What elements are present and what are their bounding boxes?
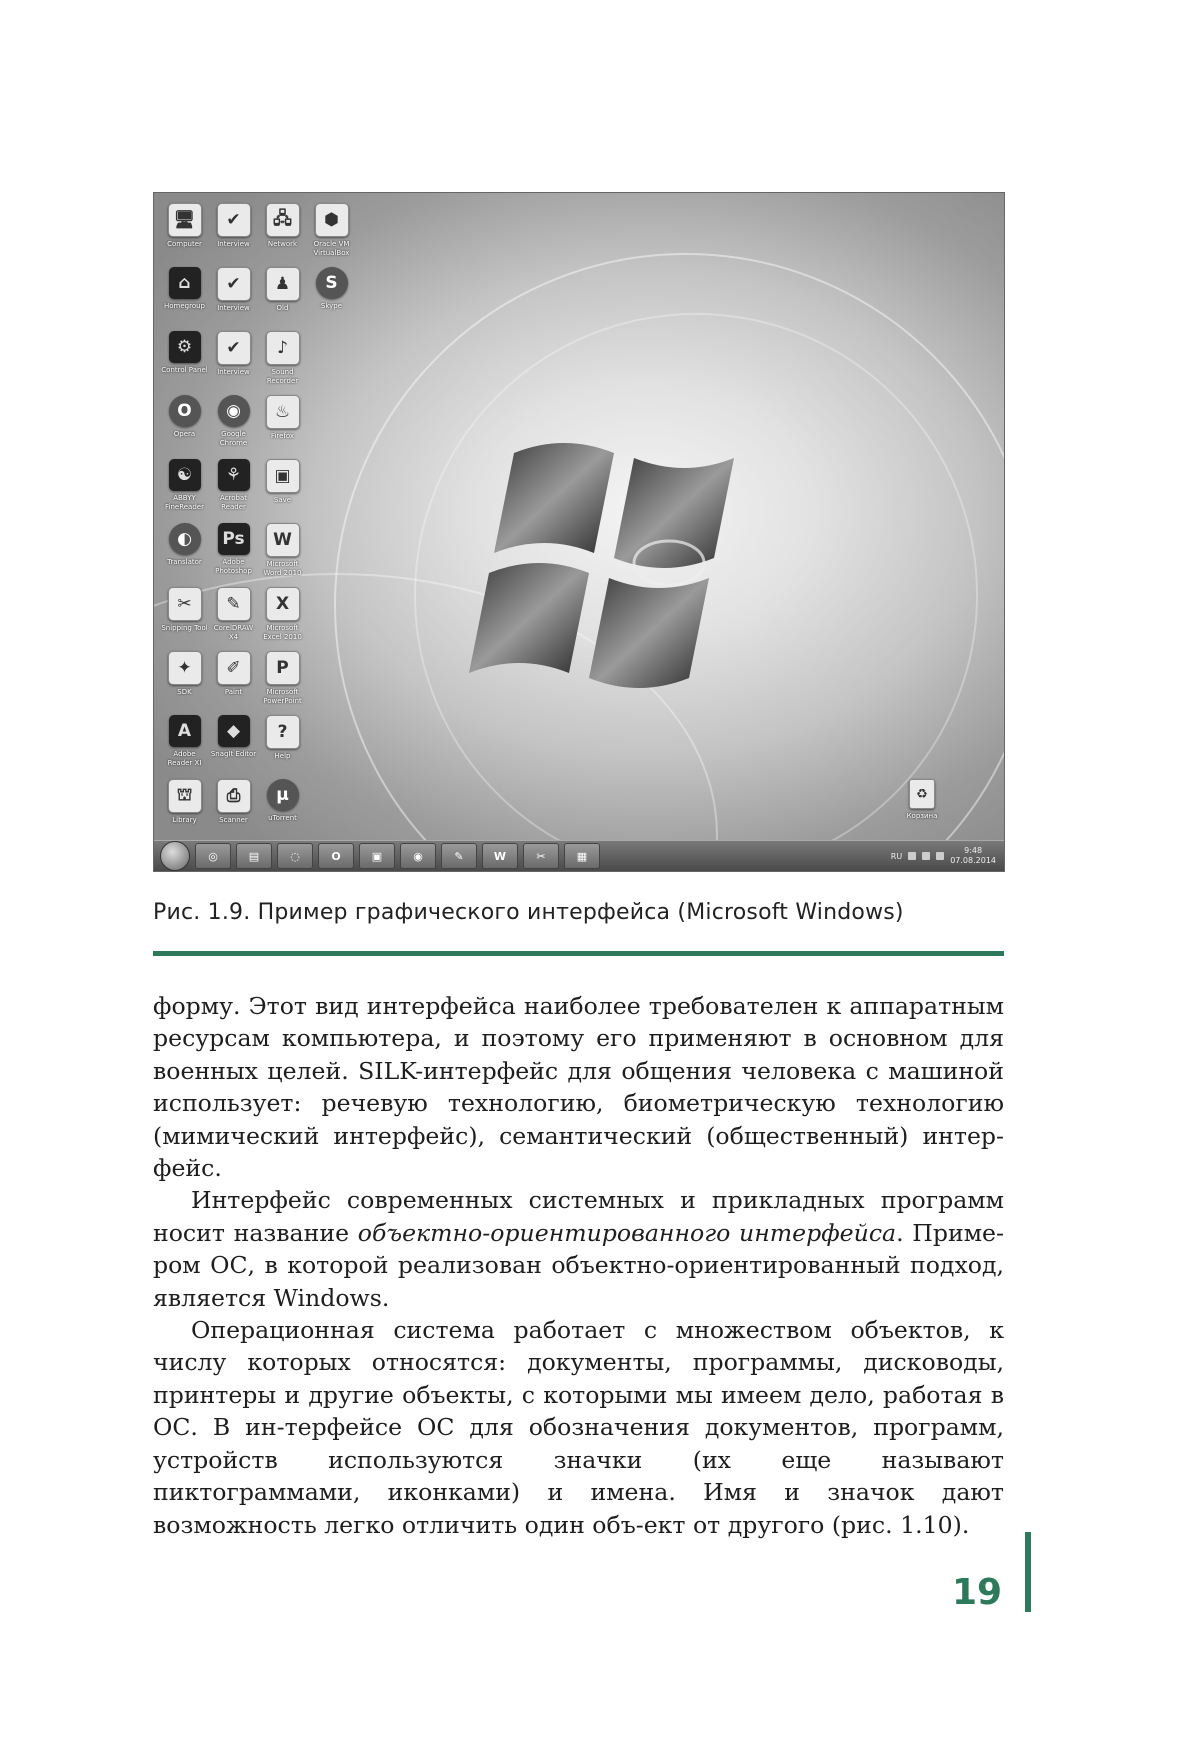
windows-logo xyxy=(454,433,794,753)
desktop-icon-label: Translator xyxy=(167,558,202,566)
desktop-icon-glyph-icon: ⌂ xyxy=(169,267,201,299)
desktop-icon[interactable] xyxy=(258,775,307,839)
desktop-icon-label: SDK xyxy=(177,688,192,696)
desktop-icon[interactable] xyxy=(307,199,356,263)
desktop-icon-grid xyxy=(160,199,356,839)
desktop-icon-glyph-icon: ☯ xyxy=(169,459,201,491)
taskbar-app-button[interactable]: ▤ xyxy=(236,843,272,869)
desktop-icon[interactable] xyxy=(209,775,258,839)
caption-rule xyxy=(153,951,1004,956)
paragraph-2-end: . Приме-ром ОС, в которой реализован объектно-ориентированный подход, является Windows. xyxy=(153,1218,1004,1312)
desktop-icon[interactable] xyxy=(160,263,209,327)
taskbar-app-button[interactable]: ▦ xyxy=(564,843,600,869)
system-tray xyxy=(891,846,996,866)
desktop-icon[interactable] xyxy=(160,647,209,711)
desktop-icon-label: Microsoft Word 2010 xyxy=(263,560,302,577)
desktop-icon-glyph-icon: µ xyxy=(267,779,299,811)
paragraph-2-emphasis: объектно-ориентированного интерфейса xyxy=(357,1218,897,1247)
desktop-icon-label: Library xyxy=(172,816,197,824)
desktop-icon-glyph-icon: ✦ xyxy=(168,651,202,685)
desktop-icon[interactable] xyxy=(160,711,209,775)
desktop-icon[interactable] xyxy=(307,263,356,327)
desktop-icon[interactable] xyxy=(160,583,209,647)
clock-date: 07.08.2014 xyxy=(950,856,996,865)
desktop-icon-glyph-icon: ♪ xyxy=(266,331,300,365)
desktop-icon[interactable] xyxy=(209,519,258,583)
desktop-icon-glyph-icon: ▣ xyxy=(266,459,300,493)
desktop-icon-label: Old xyxy=(276,304,289,312)
clock-time: 9:48 xyxy=(964,846,983,855)
desktop-icon xyxy=(307,583,356,647)
desktop-icon-glyph-icon: ? xyxy=(266,715,300,749)
desktop-icon-label: Google Chrome xyxy=(219,430,248,447)
desktop-icon-glyph-icon: ✐ xyxy=(217,651,251,685)
desktop-icon-glyph-icon: ⛫ xyxy=(168,779,202,813)
desktop-icon-label: Network xyxy=(267,240,298,248)
desktop-icon-label: Oracle VM VirtualBox xyxy=(313,240,350,257)
desktop-icon-label: Sound Recorder xyxy=(266,368,299,385)
desktop-icon-glyph-icon: ⬢ xyxy=(315,203,349,237)
desktop-icon-label: Interview xyxy=(217,240,250,248)
desktop-icon[interactable] xyxy=(160,519,209,583)
desktop-icon[interactable] xyxy=(209,455,258,519)
desktop-icon[interactable] xyxy=(258,263,307,327)
paragraph-3: Операционная система работает с множеством объектов, к числу которых относятся: документы, программы, дисководы, принтеры и другие объекты, с которыми мы имеем дело, работая в ОС. В ин-терфейсе ОС для обозначения документов, программ, устройств используются значки (их еще называют пиктограммами, иконками) и имена. Имя и значок дают возможность легко отличить один объ-ект от другого (рис. 1.10). xyxy=(153,1316,1004,1539)
desktop-icon-glyph-icon: X xyxy=(266,587,300,621)
desktop-icon[interactable] xyxy=(160,199,209,263)
taskbar-apps xyxy=(190,843,600,869)
desktop-icon-label: Snipping Tool xyxy=(161,624,208,632)
desktop-icon[interactable] xyxy=(209,327,258,391)
desktop-icon xyxy=(307,775,356,839)
desktop-icon-label: Paint xyxy=(224,688,243,696)
recycle-bin-icon: ♻ xyxy=(909,779,935,809)
desktop-icon-glyph-icon: ⚙ xyxy=(169,331,201,363)
desktop-icon-glyph-icon: ◉ xyxy=(218,395,250,427)
desktop-icon-glyph-icon: ✂ xyxy=(168,587,202,621)
clock[interactable] xyxy=(950,846,996,866)
taskbar-app-button[interactable]: ◌ xyxy=(277,843,313,869)
desktop-icon-label: Scanner xyxy=(219,816,248,824)
desktop-icon[interactable] xyxy=(258,647,307,711)
desktop-icon[interactable] xyxy=(258,455,307,519)
desktop-icon[interactable] xyxy=(209,647,258,711)
desktop-icon-label: Firefox xyxy=(270,432,295,440)
desktop-icon-label: Opera xyxy=(173,430,196,438)
desktop-icon-label: Homegroup xyxy=(163,302,205,310)
desktop-icon xyxy=(307,327,356,391)
body-text xyxy=(153,990,1004,1541)
desktop-icon[interactable] xyxy=(160,775,209,839)
taskbar-app-button[interactable]: ✎ xyxy=(441,843,477,869)
desktop-icon[interactable] xyxy=(209,391,258,455)
paragraph-1: форму. Этот вид интерфейса наиболее требователен к аппаратным ресурсам компьютера, и поэтому его применяют в основном для военных целей. SILK-интерфейс для общения человека с машиной использует: речевую технологию, биометрическую технологию (мимический интерфейс), семантический (общественный) интер-фейс. xyxy=(153,992,1004,1183)
desktop-icon xyxy=(307,647,356,711)
desktop-icon[interactable] xyxy=(258,391,307,455)
desktop-icon-label: Interview xyxy=(217,304,250,312)
tray-network-icon[interactable] xyxy=(922,852,930,860)
desktop-icon-glyph-icon: ✔ xyxy=(217,203,251,237)
desktop-icon-glyph-icon: Ps xyxy=(218,523,250,555)
taskbar-app-button[interactable]: W xyxy=(482,843,518,869)
desktop-icon-label: uTorrent xyxy=(268,814,297,822)
desktop-icon-label: Save xyxy=(273,496,292,504)
desktop-icon[interactable] xyxy=(209,583,258,647)
desktop-icon-glyph-icon: P xyxy=(266,651,300,685)
desktop-icon-glyph-icon: ⎙ xyxy=(217,779,251,813)
taskbar-app-button[interactable]: ◎ xyxy=(195,843,231,869)
taskbar-app-button[interactable]: O xyxy=(318,843,354,869)
tray-volume-icon[interactable] xyxy=(936,852,944,860)
desktop-icon-glyph-icon: ♟ xyxy=(266,267,300,301)
taskbar-app-button[interactable]: ◉ xyxy=(400,843,436,869)
desktop-icon[interactable] xyxy=(160,455,209,519)
desktop-icon[interactable] xyxy=(160,327,209,391)
recycle-bin-label: Корзина xyxy=(906,812,938,820)
desktop-icon[interactable] xyxy=(209,711,258,775)
desktop-icon-glyph-icon: A xyxy=(169,715,201,747)
taskbar xyxy=(154,840,1004,871)
desktop-icon[interactable] xyxy=(258,711,307,775)
desktop-icon-label: ABBYY FineReader xyxy=(165,494,204,511)
desktop-icon-glyph-icon: O xyxy=(169,395,201,427)
desktop-icon-label: Skype xyxy=(320,302,343,310)
desktop-icon[interactable] xyxy=(258,519,307,583)
desktop-icon-label: Computer xyxy=(167,240,202,248)
figure-screenshot xyxy=(153,192,1005,872)
taskbar-app-button[interactable]: ✂ xyxy=(523,843,559,869)
desktop-icon xyxy=(307,455,356,519)
taskbar-app-button[interactable]: ▣ xyxy=(359,843,395,869)
desktop-icon xyxy=(307,711,356,775)
paragraph-2 xyxy=(153,1184,1004,1314)
desktop-icon-glyph-icon: ✔ xyxy=(217,331,251,365)
desktop-icon-glyph-icon: 🖥 xyxy=(168,203,202,237)
desktop-icon xyxy=(307,391,356,455)
desktop-icon-glyph-icon: ♨ xyxy=(266,395,300,429)
desktop-icon-label: Control Panel xyxy=(161,366,208,374)
desktop-icon-glyph-icon: ✔ xyxy=(217,267,251,301)
desktop-icon-glyph-icon: W xyxy=(266,523,300,557)
desktop-icon-glyph-icon: ◐ xyxy=(169,523,201,555)
recycle-bin[interactable] xyxy=(902,779,942,832)
desktop-icon-glyph-icon: ✎ xyxy=(217,587,251,621)
desktop-icon[interactable] xyxy=(209,263,258,327)
page-number: 19 xyxy=(952,1572,1003,1613)
desktop-icon[interactable] xyxy=(160,391,209,455)
desktop-icon[interactable] xyxy=(258,199,307,263)
desktop-icon[interactable] xyxy=(258,583,307,647)
desktop-icon-label: CorelDRAW X4 xyxy=(213,624,254,641)
language-indicator[interactable]: RU xyxy=(890,851,903,861)
start-button[interactable] xyxy=(160,841,190,871)
desktop-icon-label: Adobe Reader XI xyxy=(167,750,202,767)
desktop-icon-label: Interview xyxy=(217,368,250,376)
desktop-icon-label: Microsoft Excel 2010 xyxy=(263,624,302,641)
desktop-icon-glyph-icon: ⚘ xyxy=(218,459,250,491)
desktop-icon[interactable] xyxy=(209,199,258,263)
desktop-icon-label: Adobe Photoshop xyxy=(215,558,252,575)
tray-flag-icon[interactable] xyxy=(908,852,916,860)
desktop-icon-glyph-icon: ◆ xyxy=(218,715,250,747)
desktop-icon-glyph-icon: S xyxy=(316,267,348,299)
figure-caption: Рис. 1.9. Пример графического интерфейса (Microsoft Windows) xyxy=(153,900,904,925)
desktop-icon-label: Help xyxy=(274,752,291,760)
desktop-icon-glyph-icon: 🖧 xyxy=(266,203,300,237)
page-number-bar xyxy=(1025,1532,1031,1612)
desktop-icon-label: SnagIt Editor xyxy=(210,750,257,758)
paragraph-2-start: Интерфейс современных системных и прикладных программ носит название xyxy=(153,1186,1004,1247)
desktop-icon-label: Acrobat Reader xyxy=(220,494,247,511)
desktop-icon xyxy=(307,519,356,583)
desktop-icon-label: Microsoft PowerPoint xyxy=(263,688,302,705)
desktop-icon[interactable] xyxy=(258,327,307,391)
